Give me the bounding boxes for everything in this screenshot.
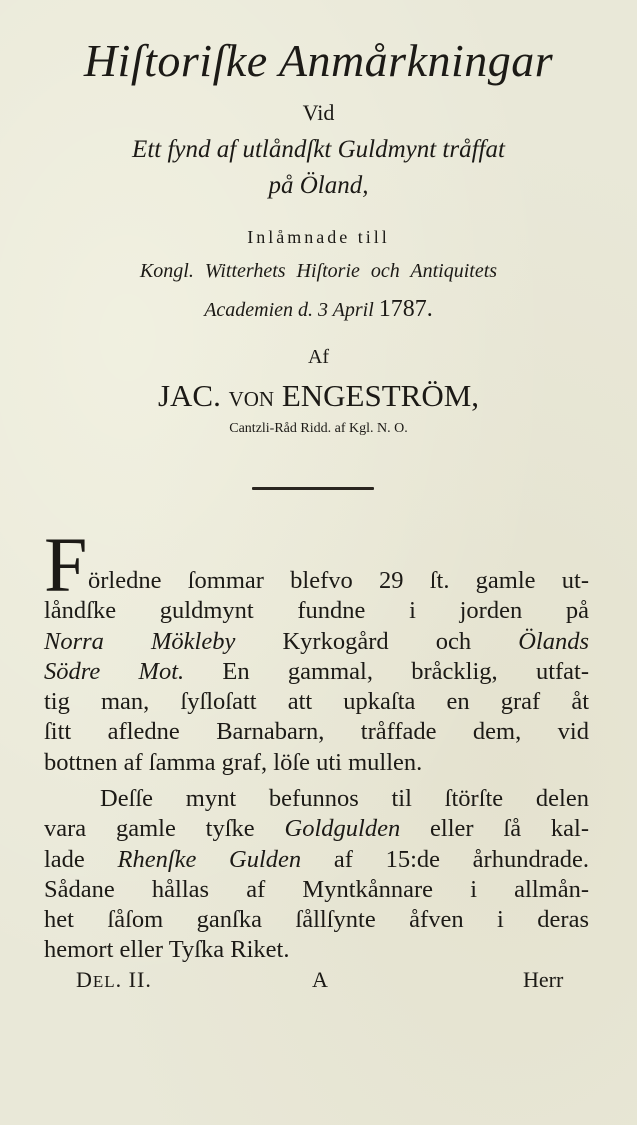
place-name: Södre Mot. xyxy=(44,657,185,685)
academy-year: 1787. xyxy=(378,296,433,322)
academy-line-2 xyxy=(0,296,637,323)
subtitle-line-1: Ett fynd af utlåndſkt Guldmynt tråffat xyxy=(132,136,505,163)
submitted-to: Inlåmnade till xyxy=(247,227,390,247)
text-run: lade xyxy=(44,845,118,873)
text-line xyxy=(44,657,589,687)
paragraph-2 xyxy=(44,784,589,966)
by-label: Af xyxy=(307,346,330,368)
coin-name: Rhenſke Gulden xyxy=(117,845,302,873)
catchword: Herr xyxy=(523,967,564,992)
text-line: hemort eller Tyſka Riket. xyxy=(44,936,290,964)
text-line: örledne ſommar blefvo 29 ſt. gamle ut- xyxy=(88,567,589,594)
academy-date: Academien d. 3 April xyxy=(204,299,374,321)
text-run: eller ſå kal- xyxy=(400,815,589,843)
page-title: Hiſtoriſke Anmårkningar xyxy=(83,35,554,86)
text-line: het ſåſom ganſka ſållſynte åfven i deras xyxy=(44,906,589,934)
text-run: Kyrkogård och xyxy=(235,627,519,655)
signature-initial: D xyxy=(76,967,93,992)
author-first: JAC. xyxy=(157,378,221,413)
text-run: af 15:de århundrade. xyxy=(301,845,589,873)
decorative-rule xyxy=(252,487,374,490)
text-run: En gammal, bråcklig, utfat- xyxy=(184,657,590,685)
author-last: ENGESTRÖM, xyxy=(281,378,480,413)
text-line: bottnen af ſamma graf, löſe uti mullen. xyxy=(44,748,423,776)
text-line: Sådane hållas af Myntkånnare i allmån- xyxy=(44,875,589,903)
author-credentials: Cantzli-Råd Ridd. af Kgl. N. O. xyxy=(229,421,408,436)
signature-smallcaps: EL xyxy=(92,972,116,991)
paragraph-1 xyxy=(44,566,589,778)
gathering-mark: A xyxy=(312,967,328,992)
title-connector: Vid xyxy=(302,100,335,125)
subtitle-line-2: på Öland, xyxy=(268,172,369,199)
text-line: tig man, ſyſloſatt att upkaſta en graf åt xyxy=(44,688,589,716)
signature-volume: . II. xyxy=(115,967,152,992)
drop-cap: F xyxy=(44,521,88,608)
text-line: ſitt afledne Barnabarn, tråffade dem, vid xyxy=(44,718,589,746)
author-name xyxy=(0,378,637,414)
academy-line-1: Kongl. Witterhets Hiſtorie och Antiquitets xyxy=(139,260,498,282)
text-run: vara gamle tyſke xyxy=(44,815,285,843)
text-line xyxy=(44,845,589,875)
text-line: låndſke guldmynt fundne i jorden på xyxy=(44,597,589,625)
text-line xyxy=(44,627,589,657)
author-particle: VON xyxy=(228,387,275,411)
place-name: Norra Mökleby xyxy=(44,627,236,655)
signature-mark xyxy=(76,967,152,993)
place-name: Ölands xyxy=(518,627,589,655)
text-line xyxy=(44,814,589,844)
coin-name: Goldgulden xyxy=(284,815,401,843)
text-line: Deſſe mynt befunnos til ſtörſte delen xyxy=(100,785,589,812)
